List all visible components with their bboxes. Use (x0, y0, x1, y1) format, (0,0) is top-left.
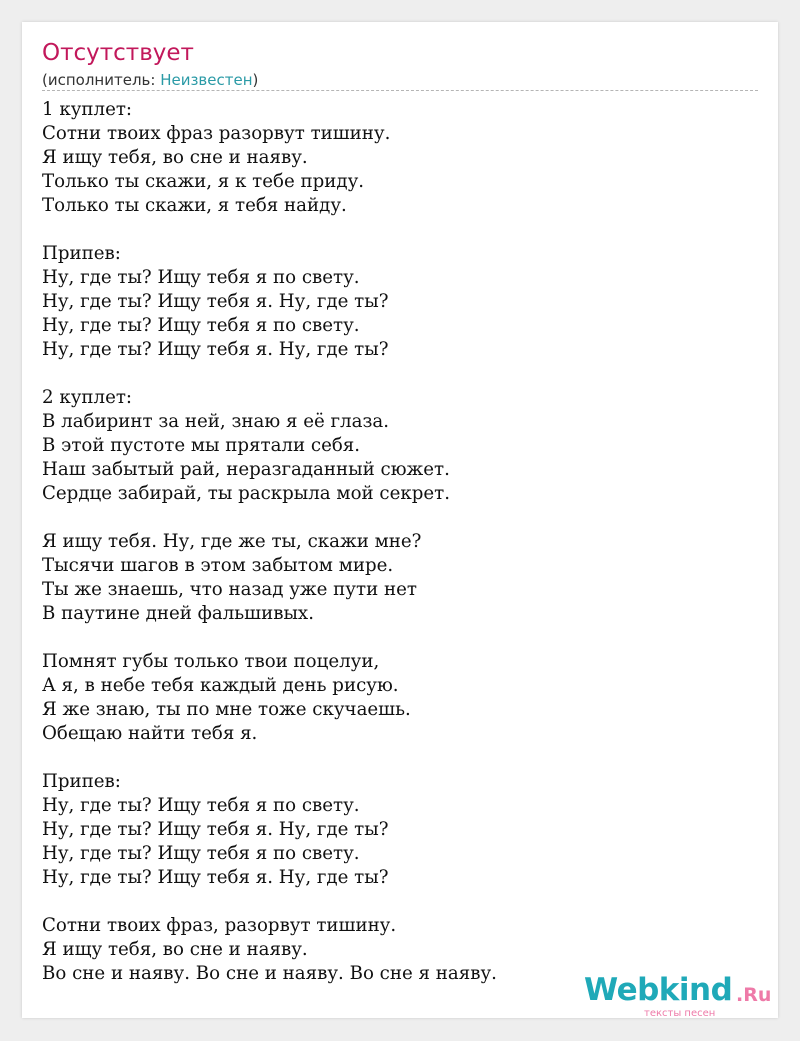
lyric-line: Я ищу тебя, во сне и наяву. (42, 939, 308, 960)
lyric-line: А я, в небе тебя каждый день рисую. (42, 675, 399, 696)
lyric-line: 1 куплет: (42, 99, 133, 120)
stanza-gap (42, 506, 758, 530)
lyric-line: Только ты скажи, я к тебе приду. (42, 171, 365, 192)
lyric-line: Сотни твоих фраз разорвут тишину. (42, 123, 391, 144)
lyric-line: Сердце забирай, ты раскрыла мой секрет. (42, 483, 450, 504)
stanza-gap (42, 746, 758, 770)
stanza-gap (42, 362, 758, 386)
artist-suffix: ) (252, 71, 259, 89)
lyric-line: Я же знаю, ты по мне тоже скучаешь. (42, 699, 411, 720)
artist-link[interactable]: Неизвестен (160, 71, 253, 89)
lyric-line: Я ищу тебя, во сне и наяву. (42, 147, 308, 168)
stanza-gap (42, 890, 758, 914)
lyric-line: В лабиринт за ней, знаю я её глаза. (42, 411, 389, 432)
lyric-line: Я ищу тебя. Ну, где же ты, скажи мне? (42, 531, 422, 552)
lyric-line: Ну, где ты? Ищу тебя я по свету. (42, 267, 360, 288)
logo-tagline: тексты песен (644, 1008, 716, 1019)
logo-name: Webkind (584, 972, 733, 1008)
lyric-line: В паутине дней фальшивых. (42, 603, 314, 624)
lyric-line: Припев: (42, 771, 121, 792)
stanza-gap (42, 218, 758, 242)
artist-prefix: (исполнитель: (42, 71, 161, 89)
lyric-line: В этой пустоте мы прятали себя. (42, 435, 361, 456)
lyric-line: Ну, где ты? Ищу тебя я. Ну, где ты? (42, 339, 389, 360)
lyric-line: Ну, где ты? Ищу тебя я по свету. (42, 315, 360, 336)
lyric-line: Ну, где ты? Ищу тебя я по свету. (42, 795, 360, 816)
lyric-line: Наш забытый рай, неразгаданный сюжет. (42, 459, 450, 480)
lyric-line: Ну, где ты? Ищу тебя я по свету. (42, 843, 360, 864)
lyrics-sheet (22, 22, 778, 1018)
lyric-line: Ну, где ты? Ищу тебя я. Ну, где ты? (42, 867, 389, 888)
lyric-line: 2 куплет: (42, 387, 133, 408)
lyric-line: Помнят губы только твои поцелуи, (42, 651, 380, 672)
lyrics-body (42, 98, 758, 986)
logo-tld: .Ru (736, 984, 772, 1006)
lyric-line: Ты же знаешь, что назад уже пути нет (42, 579, 417, 600)
lyric-line: Во сне и наяву. Во сне и наяву. Во сне я наяву. (42, 963, 497, 984)
lyric-line: Ну, где ты? Ищу тебя я. Ну, где ты? (42, 291, 389, 312)
lyric-line: Только ты скажи, я тебя найду. (42, 195, 347, 216)
lyric-line: Сотни твоих фраз, разорвут тишину. (42, 915, 397, 936)
webkind-logo[interactable] (584, 972, 784, 1022)
lyric-line: Ну, где ты? Ищу тебя я. Ну, где ты? (42, 819, 389, 840)
lyric-line: Обещаю найти тебя я. (42, 723, 258, 744)
artist-line (42, 71, 258, 89)
lyric-line: Тысячи шагов в этом забытом мире. (42, 555, 394, 576)
title-divider (42, 90, 758, 91)
lyric-line: Припев: (42, 243, 121, 264)
stanza-gap (42, 626, 758, 650)
song-title: Отсутствует (42, 40, 194, 66)
